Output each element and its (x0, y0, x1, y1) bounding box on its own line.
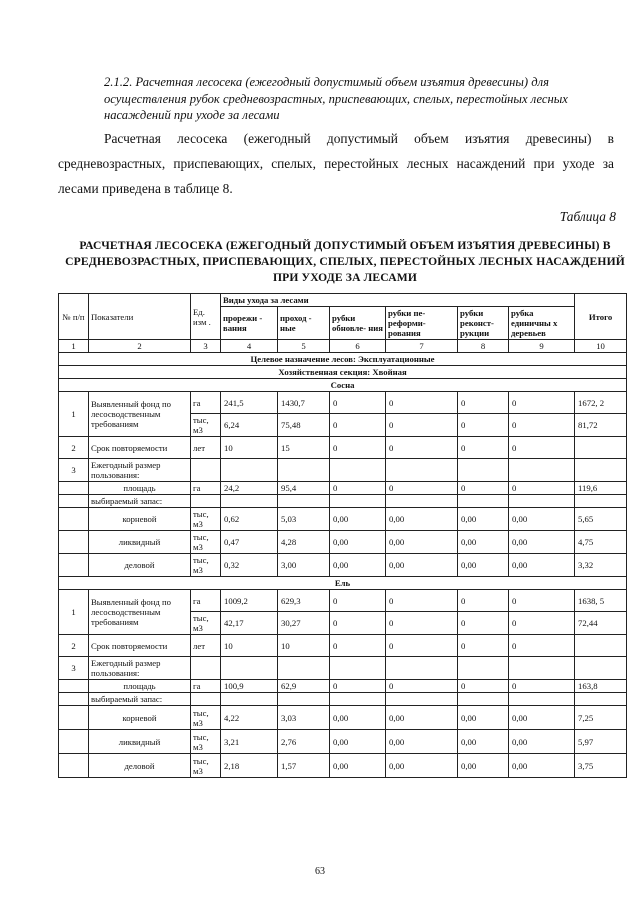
cell-total: 3,32 (575, 554, 627, 577)
cell-total (575, 635, 627, 657)
cell: 0,00 (386, 508, 458, 531)
cell: 0 (458, 392, 509, 414)
cell: 15 (278, 437, 330, 459)
table-row (59, 657, 627, 680)
cell: 1430,7 (278, 392, 330, 414)
row-label: Срок повторяемости (89, 437, 191, 459)
col-number: 7 (386, 340, 458, 353)
cell: 0,00 (386, 730, 458, 754)
col-number: 3 (191, 340, 221, 353)
cell: 0 (458, 635, 509, 657)
cell: 0 (458, 680, 509, 693)
cell: 0 (509, 392, 575, 414)
row-num: 2 (59, 635, 89, 657)
cell: 0,00 (386, 554, 458, 577)
cell: 0,00 (509, 554, 575, 577)
row-label: Срок повторяемости (89, 635, 191, 657)
cell: 0 (330, 590, 386, 612)
column-numbers-row (59, 340, 627, 353)
cell-total: 163,8 (575, 680, 627, 693)
cell: 0 (386, 612, 458, 635)
row-label: Ежегодный размер пользования: (89, 459, 191, 482)
cell: 0 (330, 635, 386, 657)
table-row (59, 554, 627, 577)
row-num: 3 (59, 459, 89, 482)
economic-section-row: Хозяйственная секция: Хвойная (59, 366, 627, 379)
cell: 10 (221, 437, 278, 459)
cell: 0,00 (386, 754, 458, 778)
row-num: 1 (59, 590, 89, 635)
cell: 0,00 (458, 730, 509, 754)
table-row (59, 680, 627, 693)
forest-purpose-row: Целевое назначение лесов: Эксплуатационные (59, 353, 627, 366)
cell-total: 1638, 5 (575, 590, 627, 612)
cell-total (575, 437, 627, 459)
row-unit: тыс, м3 (191, 612, 221, 635)
cell: 1,57 (278, 754, 330, 778)
cell: 2,18 (221, 754, 278, 778)
header-col-passage: проход - ные (278, 307, 330, 340)
row-num: 2 (59, 437, 89, 459)
row-unit: тыс, м3 (191, 554, 221, 577)
cell: 0 (509, 612, 575, 635)
cell: 0 (330, 414, 386, 437)
col-number: 1 (59, 340, 89, 353)
cell: 75,48 (278, 414, 330, 437)
cell: 0,00 (509, 706, 575, 730)
row-num: 1 (59, 392, 89, 437)
row-unit: тыс, м3 (191, 531, 221, 554)
cell-total: 81,72 (575, 414, 627, 437)
cell: 0 (458, 612, 509, 635)
row-unit: га (191, 482, 221, 495)
table-row (59, 482, 627, 495)
cell: 0,00 (509, 730, 575, 754)
cell: 0,00 (386, 531, 458, 554)
header-total: Итого (575, 294, 627, 340)
col-number: 8 (458, 340, 509, 353)
cell: 0 (509, 590, 575, 612)
cell: 629,3 (278, 590, 330, 612)
header-col-single-trees: рубка единичны х деревьев (509, 307, 575, 340)
table-row (59, 706, 627, 730)
cell: 0 (509, 635, 575, 657)
table-row (59, 495, 627, 508)
col-number: 10 (575, 340, 627, 353)
cell: 0 (386, 680, 458, 693)
cell: 0 (458, 414, 509, 437)
row-unit: га (191, 590, 221, 612)
row-unit: тыс, м3 (191, 508, 221, 531)
cell-total: 3,75 (575, 754, 627, 778)
col-number: 9 (509, 340, 575, 353)
cell: 0 (330, 392, 386, 414)
cell: 0 (458, 482, 509, 495)
cell-total: 7,25 (575, 706, 627, 730)
cell-total: 4,75 (575, 531, 627, 554)
cell: 3,21 (221, 730, 278, 754)
page-number: 63 (315, 866, 325, 877)
cell: 30,27 (278, 612, 330, 635)
col-number: 4 (221, 340, 278, 353)
row-label: выбираемый запас: (89, 693, 191, 706)
row-label: ликвидный (89, 730, 191, 754)
cell: 3,03 (278, 706, 330, 730)
table-row (59, 437, 627, 459)
header-col-reconstruction: рубки реконст- рукции (458, 307, 509, 340)
cell: 0,00 (330, 508, 386, 531)
cell: 0 (330, 612, 386, 635)
row-label: деловой (89, 754, 191, 778)
allowable-cut-table (58, 293, 627, 778)
row-label: Выявленный фонд по лесосводственным требованиям (89, 392, 191, 437)
cell: 0 (330, 437, 386, 459)
col-number: 6 (330, 340, 386, 353)
cell: 24,2 (221, 482, 278, 495)
cell: 0 (509, 437, 575, 459)
col-number: 2 (89, 340, 191, 353)
cell: 0 (509, 482, 575, 495)
cell: 3,00 (278, 554, 330, 577)
table-title: РАСЧЕТНАЯ ЛЕСОСЕКА (ЕЖЕГОДНЫЙ ДОПУСТИМЫЙ ОБЪЕМ ИЗЪЯТИЯ ДРЕВЕСИНЫ) В СРЕДНЕВОЗРАСТНЫХ, ПРИСПЕВАЮЩИХ, СПЕЛЫХ, ПЕРЕСТОЙНЫХ ЛЕСНЫХ НАСАЖДЕНИЙ ПРИ УХОДЕ ЗА ЛЕСАМИ (65, 239, 625, 284)
cell-total: 5,65 (575, 508, 627, 531)
cell: 0,62 (221, 508, 278, 531)
cell: 62,9 (278, 680, 330, 693)
header-col-reformation: рубки пе- реформи- рования (386, 307, 458, 340)
header-unit: Ед. изм . (191, 294, 221, 340)
row-unit: га (191, 392, 221, 414)
cell-total: 72,44 (575, 612, 627, 635)
cell: 0,00 (458, 554, 509, 577)
table-row (59, 754, 627, 778)
row-unit: тыс, м3 (191, 414, 221, 437)
cell: 0 (330, 680, 386, 693)
table-row (59, 635, 627, 657)
row-unit: тыс, м3 (191, 754, 221, 778)
header-col-thinning: прорежи - вания (221, 307, 278, 340)
col-number: 5 (278, 340, 330, 353)
table-row (59, 590, 627, 612)
cell: 95,4 (278, 482, 330, 495)
section-heading: 2.1.2. Расчетная лесосека (ежегодный допустимый объем изъятия древесины) для осуществления рубок средневозрастных, приспевающих, спелых, перестойных лесных насаждений при уходе за лесами (104, 75, 568, 122)
row-num: 3 (59, 657, 89, 680)
row-label: Выявленный фонд по лесосводственным требованиям (89, 590, 191, 635)
cell: 1009,2 (221, 590, 278, 612)
cell: 0,00 (458, 754, 509, 778)
table-row (59, 693, 627, 706)
table-row (59, 531, 627, 554)
cell: 241,5 (221, 392, 278, 414)
cell: 0,00 (458, 531, 509, 554)
cell: 0 (458, 590, 509, 612)
row-unit: га (191, 680, 221, 693)
cell: 0,00 (330, 730, 386, 754)
header-num: № п/п (59, 294, 89, 340)
cell: 0,32 (221, 554, 278, 577)
row-label: площадь (89, 680, 191, 693)
row-unit: тыс, м3 (191, 730, 221, 754)
cell: 0 (386, 482, 458, 495)
table-row (59, 459, 627, 482)
species-row-spruce: Ель (59, 577, 627, 590)
cell: 4,22 (221, 706, 278, 730)
cell: 0,00 (509, 531, 575, 554)
cell: 0,00 (330, 554, 386, 577)
cell: 10 (221, 635, 278, 657)
cell: 0,00 (330, 706, 386, 730)
cell: 0,00 (330, 531, 386, 554)
cell: 42,17 (221, 612, 278, 635)
cell: 100,9 (221, 680, 278, 693)
table-row (59, 392, 627, 414)
cell: 0,00 (509, 508, 575, 531)
row-label: корневой (89, 706, 191, 730)
cell: 0 (330, 482, 386, 495)
row-unit: лет (191, 437, 221, 459)
cell: 0,00 (330, 754, 386, 778)
table-row (59, 508, 627, 531)
cell: 2,76 (278, 730, 330, 754)
header-types: Виды ухода за лесами (221, 294, 575, 307)
cell: 10 (278, 635, 330, 657)
header-col-renewal: рубки обновле- ния (330, 307, 386, 340)
table-caption: Таблица 8 (559, 209, 616, 224)
cell: 4,28 (278, 531, 330, 554)
row-label: деловой (89, 554, 191, 577)
cell: 0 (386, 437, 458, 459)
row-label: корневой (89, 508, 191, 531)
row-unit: лет (191, 635, 221, 657)
cell: 0 (458, 437, 509, 459)
cell: 6,24 (221, 414, 278, 437)
cell: 0 (509, 680, 575, 693)
body-paragraph: Расчетная лесосека (ежегодный допустимый объем изъятия древесины) в средневозрастных, приспевающих, спелых, перестойных лесных насаждений при уходе за лесами приведена в таблице 8. (58, 131, 614, 196)
cell: 0,00 (509, 754, 575, 778)
header-indicator: Показатели (89, 294, 191, 340)
cell: 0,00 (386, 706, 458, 730)
cell-total: 119,6 (575, 482, 627, 495)
cell: 0 (386, 414, 458, 437)
cell: 0,00 (458, 508, 509, 531)
cell: 0 (386, 590, 458, 612)
row-label: выбираемый запас: (89, 495, 191, 508)
cell-total: 5,97 (575, 730, 627, 754)
row-label: ликвидный (89, 531, 191, 554)
species-row-pine: Сосна (59, 379, 627, 392)
cell: 0 (386, 635, 458, 657)
cell: 0,00 (458, 706, 509, 730)
cell-total: 1672, 2 (575, 392, 627, 414)
cell: 5,03 (278, 508, 330, 531)
row-label: Ежегодный размер пользования: (89, 657, 191, 680)
cell: 0 (386, 392, 458, 414)
row-unit: тыс, м3 (191, 706, 221, 730)
table-row (59, 730, 627, 754)
cell: 0,47 (221, 531, 278, 554)
cell: 0 (509, 414, 575, 437)
row-label: площадь (89, 482, 191, 495)
